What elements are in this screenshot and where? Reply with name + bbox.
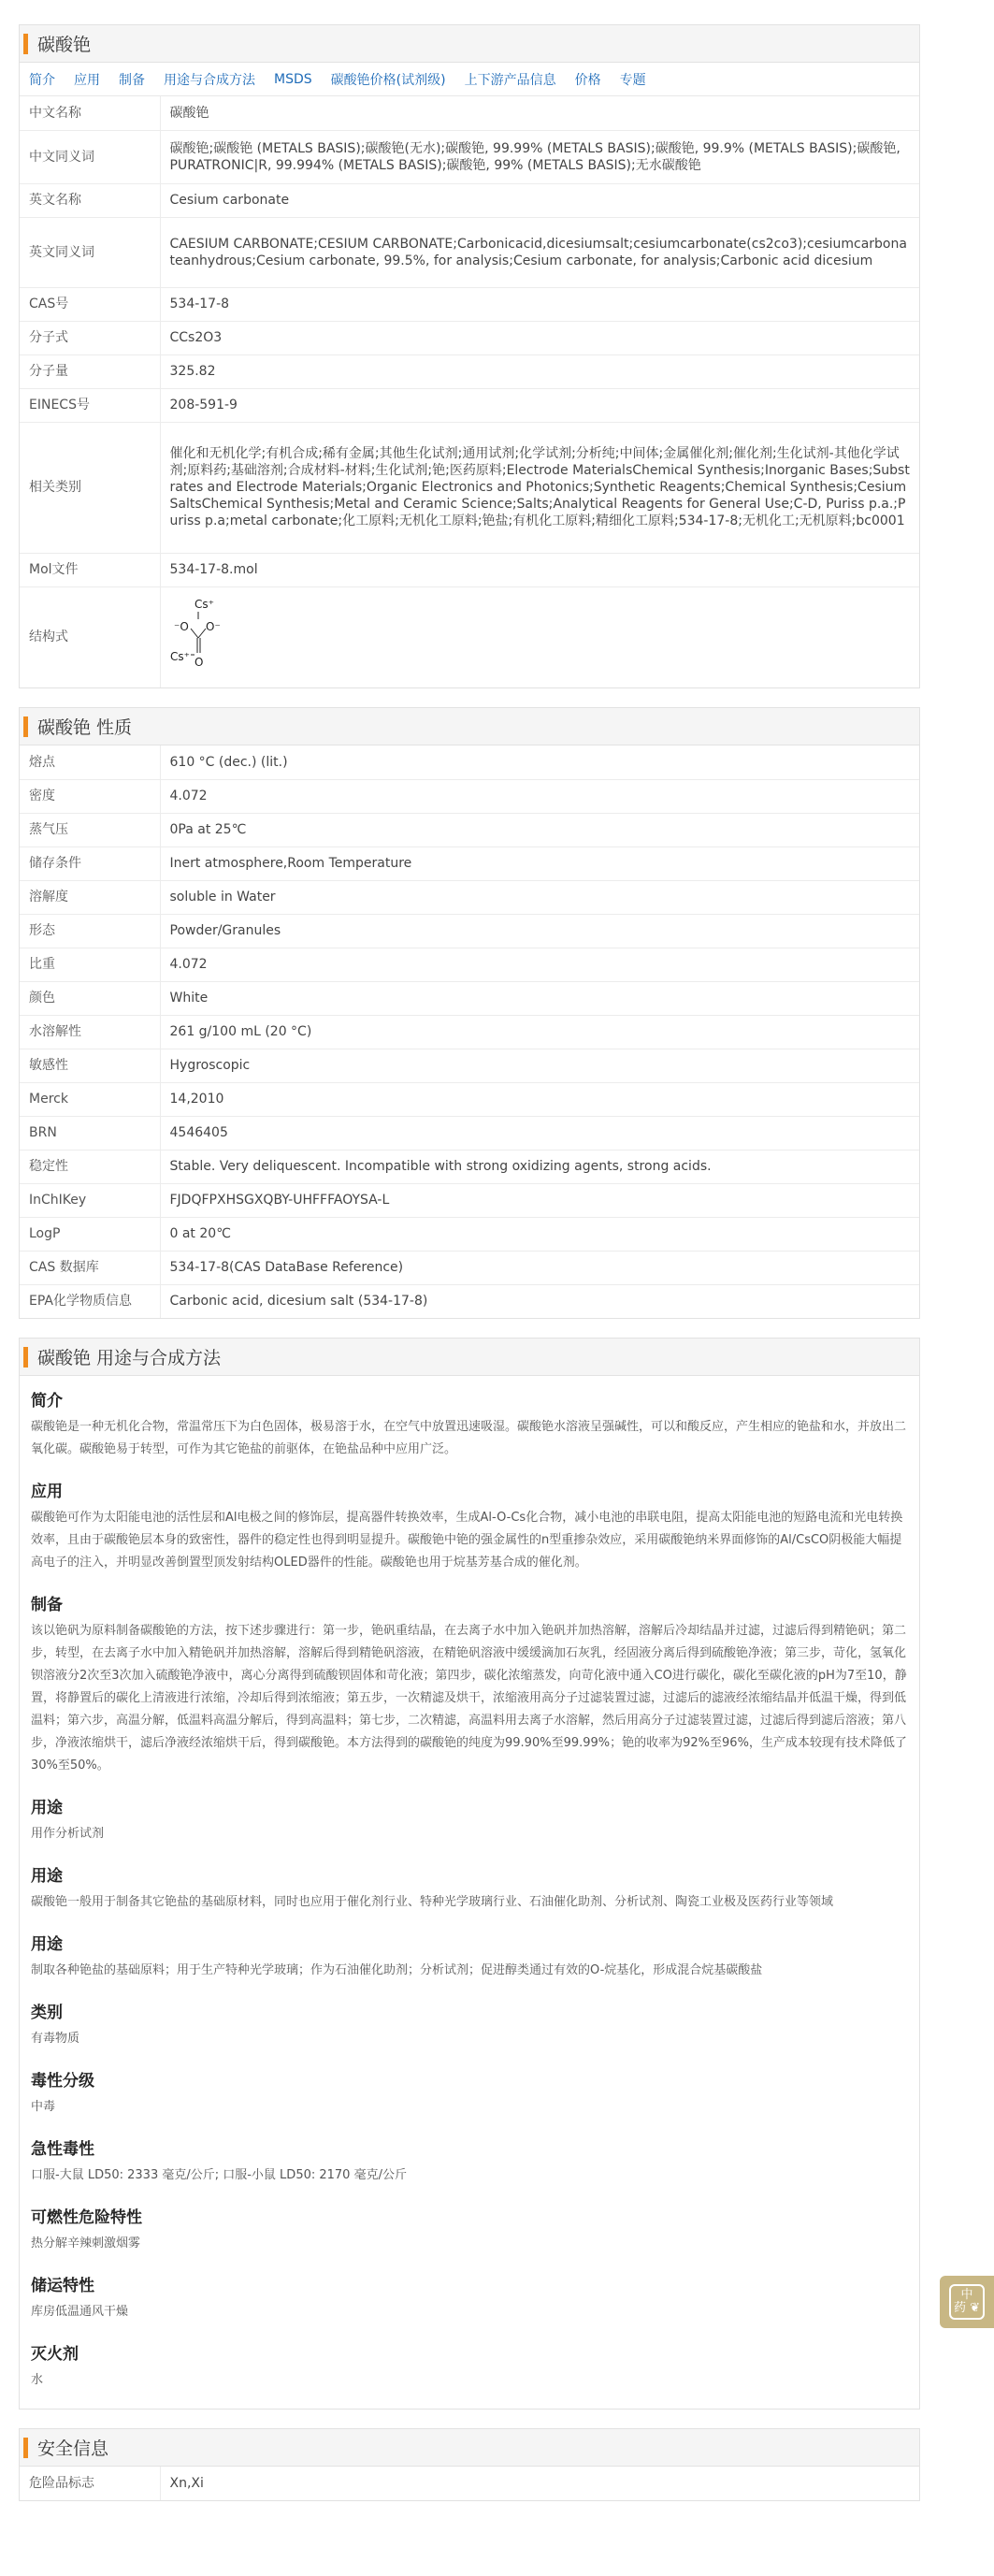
row-key: 英文名称 xyxy=(20,183,160,217)
row-value: 534-17-8 xyxy=(160,287,919,321)
usage-text: 热分解辛辣刺激烟雾 xyxy=(31,2236,141,2250)
nav-application[interactable]: 应用 xyxy=(74,72,100,88)
table-row xyxy=(20,183,919,217)
usage-heading: 用途 xyxy=(31,1799,63,1817)
row-key: CAS号 xyxy=(20,287,160,321)
table-row xyxy=(20,847,919,880)
usage-block xyxy=(31,2135,908,2187)
usage-panel xyxy=(19,1338,920,2410)
row-key: EINECS号 xyxy=(20,388,160,422)
nav-msds[interactable]: MSDS xyxy=(274,71,312,87)
usage-block xyxy=(31,2272,908,2323)
nav-usage-synthesis[interactable]: 用途与合成方法 xyxy=(164,72,255,88)
table-row xyxy=(20,981,919,1015)
usage-heading: 储运特性 xyxy=(31,2277,94,2295)
table-row xyxy=(20,422,919,553)
row-key: 水溶解性 xyxy=(20,1015,160,1049)
nav-price[interactable]: 价格 xyxy=(574,72,601,88)
usage-block xyxy=(31,1478,908,1574)
safety-header xyxy=(20,2429,919,2467)
usage-title: 碳酸铯 用途与合成方法 xyxy=(37,1348,222,1368)
row-key: 储存条件 xyxy=(20,847,160,880)
usage-heading: 用途 xyxy=(31,1935,63,1954)
row-key: 中文名称 xyxy=(20,96,160,130)
section-nav xyxy=(20,63,919,96)
table-row xyxy=(20,745,919,779)
usage-heading: 毒性分级 xyxy=(31,2072,94,2091)
usage-text: 口服-大鼠 LD50: 2333 毫克/公斤; 口服-小鼠 LD50: 2170 毫克/公斤 xyxy=(31,2168,407,2182)
row-key: 颜色 xyxy=(20,981,160,1015)
row-value: Stable. Very deliquescent. Incompatible with strong oxidizing agents, strong acids. xyxy=(160,1150,919,1183)
row-value: Inert atmosphere,Room Temperature xyxy=(160,847,919,880)
basic-info-header xyxy=(20,25,919,63)
row-value: 4.072 xyxy=(160,779,919,813)
table-row xyxy=(20,914,919,948)
row-value: 0 at 20℃ xyxy=(160,1217,919,1251)
table-row xyxy=(20,1015,919,1049)
table-row xyxy=(20,321,919,355)
nav-price-reagent[interactable]: 碳酸铯价格(试剂级) xyxy=(330,72,446,88)
assistant-icon xyxy=(949,2284,985,2320)
row-value: 碳酸铯;碳酸铯 (METALS BASIS);碳酸铯(无水);碳酸铯, 99.99% (METALS BASIS);碳酸铯, 99.9% (METALS BASIS);碳酸铯, PURATRONIC|R, 99.994% (METALS BASIS);碳酸铯, 99% (METALS BASIS);无水碳酸铯 xyxy=(160,130,919,183)
table-row xyxy=(20,1284,919,1318)
usage-text: 碳酸铯一般用于制备其它铯盐的基础原材料，同时也应用于催化剂行业、特种光学玻璃行业、石油催化助剂、分析试剂、陶瓷工业极及医药行业等领域 xyxy=(31,1895,834,1909)
usage-text: 碳酸铯是一种无机化合物，常温常压下为白色固体，极易溶于水，在空气中放置迅速吸湿。碳酸铯水溶液呈强碱性，可以和酸反应，产生相应的铯盐和水，并放出二氧化碳。碳酸铯易于转型，可作为其它铯盐的前驱体，在铯盐品种中应用广泛。 xyxy=(31,1420,907,1456)
table-row xyxy=(20,1150,919,1183)
table-row xyxy=(20,1251,919,1284)
table-row xyxy=(20,586,919,687)
row-value: 4546405 xyxy=(160,1116,919,1150)
safety-panel xyxy=(19,2428,920,2501)
usage-text: 有毒物质 xyxy=(31,2032,80,2046)
safety-table xyxy=(20,2467,919,2500)
row-key: 形态 xyxy=(20,914,160,948)
usage-block xyxy=(31,1387,908,1461)
basic-info-panel xyxy=(19,24,920,688)
row-value-link[interactable]: Carbonic acid, dicesium salt (534-17-8) xyxy=(169,1294,428,1310)
table-row xyxy=(20,388,919,422)
table-row xyxy=(20,779,919,813)
row-value: 4.072 xyxy=(160,948,919,981)
row-value: 261 g/100 mL (20 °C) xyxy=(160,1015,919,1049)
chinese-name-link[interactable]: 碳酸铯 xyxy=(160,96,919,130)
row-key: Mol文件 xyxy=(20,553,160,586)
row-key: 溶解度 xyxy=(20,880,160,914)
usage-text: 该以铯矾为原料制备碳酸铯的方法，按下述步骤进行：第一步，铯矾重结晶，在去离子水中加入铯矾并加热溶解，溶解后冷却结晶并过滤，过滤后得到精铯矾；第二步，转型，在去离子水中加入精铯矾并加热溶解，溶解后得到精铯矾溶液，在精铯矾溶液中缓缓滴加石灰乳，经固液分离后得到硫酸铯净液；第三步，苛化，氢氧化钡溶液分2次至3次加入硫酸铯净液中，离心分离得到硫酸钡固体和苛化液；第四步，碳化浓缩蒸发，向苛化液中通入CO进行碳化，碳化至碳化液的pH为7至10，静置，将静置后的碳化上清液进行浓缩，冷却后得到浓缩液；第五步，一次精滤及烘干，浓缩液用高分子过滤装置过滤，过滤后的滤液经浓缩结晶并低温干燥，得到低温料；第六步，高温分解，低温料高温分解后，得到高温料；第七步，二次精滤，高温料用去离子水溶解，然后用高分子过滤装置过滤，过滤后得到滤后溶液；第八步，净液浓缩烘干，滤后净液经浓缩烘干后，得到碳酸铯。本方法得到的碳酸铯的纯度为99.90%至99.99%；铯的收率为92%至96%，生产成本较现有技术降低了30%至50%。 xyxy=(31,1624,907,1773)
nav-preparation[interactable]: 制备 xyxy=(119,72,145,88)
row-value: Cesium carbonate xyxy=(160,183,919,217)
row-key: 相关类别 xyxy=(20,422,160,553)
usage-text: 库房低温通风干燥 xyxy=(31,2305,129,2319)
row-value: 610 °C (dec.) (lit.) xyxy=(160,745,919,779)
usage-block xyxy=(31,2067,908,2119)
assistant-line1: 中 xyxy=(960,2288,973,2302)
usage-block xyxy=(31,1931,908,1982)
usage-text: 制取各种铯盐的基础原料；用于生产特种光学玻璃；作为石油催化助剂；分析试剂；促进醇类通过有效的O-烷基化，形成混合烷基碳酸盐 xyxy=(31,1963,763,1977)
table-row xyxy=(20,1082,919,1116)
usage-heading: 灭火剂 xyxy=(31,2345,79,2364)
usage-heading: 用途 xyxy=(31,1867,63,1886)
row-key: 分子量 xyxy=(20,355,160,388)
floating-assistant-button[interactable] xyxy=(940,2276,994,2328)
row-value: soluble in Water xyxy=(160,880,919,914)
usage-heading: 简介 xyxy=(31,1392,63,1411)
usage-heading: 应用 xyxy=(31,1483,63,1501)
row-key: 敏感性 xyxy=(20,1049,160,1082)
row-value: 208-591-9 xyxy=(160,388,919,422)
assistant-line2: 药 ❦ xyxy=(953,2301,981,2315)
row-key: BRN xyxy=(20,1116,160,1150)
table-row xyxy=(20,2467,919,2500)
row-key: CAS 数据库 xyxy=(20,1251,160,1284)
row-key: 危险品标志 xyxy=(20,2467,160,2500)
usage-heading: 类别 xyxy=(31,2004,63,2022)
table-row xyxy=(20,1049,919,1082)
table-row xyxy=(20,1183,919,1217)
usage-block xyxy=(31,1794,908,1845)
properties-panel xyxy=(19,707,920,1319)
structure-cell xyxy=(160,586,919,687)
row-key: 密度 xyxy=(20,779,160,813)
table-row xyxy=(20,96,919,130)
safety-title: 安全信息 xyxy=(37,2439,109,2459)
row-key: 中文同义词 xyxy=(20,130,160,183)
usage-header xyxy=(20,1339,919,1376)
category-links[interactable]: 催化和无机化学;有机合成;稀有金属;其他生化试剂;通用试剂;化学试剂;分析纯;中间体;金属催化剂;催化剂;生化试剂-其他化学试剂;原料药;基础溶剂;合成材料-材料;生化试剂;铯;医药原料;Electrode MaterialsChemical Synthesis;Inorganic Bases;Substrates and Electrode Materials;Organic Electronics and Photonics;Synthetic Reagents;Chemical Synthesis;Cesium SaltsChemical Synthesis;Metal and Ceramic Science;Salts;Analytical Reagents for General Use;C-D, Puriss p.a.;Puriss p.a;metal carbonate;化工原料;无机化工原料;铯盐;有机化工原料;精细化工原料;534-17-8;无机化工;无机原料;bc0001 xyxy=(160,422,919,553)
row-key: 英文同义词 xyxy=(20,217,160,287)
row-value: 325.82 xyxy=(160,355,919,388)
usage-text: 用作分析试剂 xyxy=(31,1827,105,1841)
table-row xyxy=(20,880,919,914)
accent-bar xyxy=(23,1347,28,1368)
row-value: White xyxy=(160,981,919,1015)
table-row xyxy=(20,287,919,321)
row-value: CAESIUM CARBONATE;CESIUM CARBONATE;Carbonicacid,dicesiumsalt;cesiumcarbonate(cs2co3);cesiumcarbonateanhydrous;Cesium carbonate, 99.5%, for analysis;Cesium carbonate, for analysis;Carbonic acid dicesium xyxy=(160,217,919,287)
structure-o-right: O⁻ xyxy=(205,619,221,633)
usage-block xyxy=(31,1999,908,2050)
structure-cs-bottom: Cs⁺ xyxy=(169,649,190,663)
row-value-link[interactable]: Xn,Xi xyxy=(169,2476,204,2491)
nav-topic[interactable]: 专题 xyxy=(619,72,646,88)
row-key: InChIKey xyxy=(20,1183,160,1217)
row-key: LogP xyxy=(20,1217,160,1251)
row-value-link[interactable]: 534-17-8(CAS DataBase Reference) xyxy=(160,1251,919,1284)
row-key: 分子式 xyxy=(20,321,160,355)
row-value: FJDQFPXHSGXQBY-UHFFFAOYSA-L xyxy=(160,1183,919,1217)
properties-header xyxy=(20,708,919,745)
usage-text: 水 xyxy=(31,2373,44,2387)
accent-bar xyxy=(23,2438,28,2458)
row-key: 熔点 xyxy=(20,745,160,779)
usage-body xyxy=(20,1376,919,2392)
row-value: 14,2010 xyxy=(160,1082,919,1116)
properties-title: 碳酸铯 性质 xyxy=(37,717,133,738)
table-row xyxy=(20,130,919,183)
table-row xyxy=(20,948,919,981)
structure-o-bottom: O xyxy=(194,655,203,669)
usage-block xyxy=(31,2340,908,2392)
usage-heading: 可燃性危险特性 xyxy=(31,2208,142,2227)
table-row xyxy=(20,217,919,287)
usage-text: 碳酸铯可作为太阳能电池的活性层和Al电极之间的修饰层，提高器件转换效率，生成Al-O-Cs化合物，减小电池的串联电阻，提高太阳能电池的短路电流和光电转换效率，且由于碳酸铯层本身的致密性，器件的稳定性也得到明显提升。碳酸铯中铯的强金属性的n型重掺杂效应，采用碳酸铯纳米界面修饰的Al/CsCO阴极能大幅提高电子的注入，并明显改善倒置型顶发射结构OLED器件的性能。碳酸铯也用于烷基芳基合成的催化剂。 xyxy=(31,1511,903,1570)
usage-text: 中毒 xyxy=(31,2100,56,2114)
table-row xyxy=(20,553,919,586)
row-value: CCs2O3 xyxy=(160,321,919,355)
table-row xyxy=(20,355,919,388)
usage-heading: 制备 xyxy=(31,1596,63,1614)
accent-bar xyxy=(23,34,28,54)
structure-o-left: ⁻O xyxy=(173,619,189,633)
row-value: Hygroscopic xyxy=(160,1049,919,1082)
usage-heading: 急性毒性 xyxy=(31,2140,94,2159)
row-key: 结构式 xyxy=(20,586,160,687)
nav-intro[interactable]: 简介 xyxy=(29,72,55,88)
table-row xyxy=(20,813,919,847)
table-row xyxy=(20,1217,919,1251)
structure-diagram xyxy=(170,593,245,677)
basic-info-table xyxy=(20,96,919,687)
basic-info-title: 碳酸铯 xyxy=(37,35,92,55)
row-key: 比重 xyxy=(20,948,160,981)
row-value: Powder/Granules xyxy=(160,914,919,948)
mol-file-link[interactable]: 534-17-8.mol xyxy=(160,553,919,586)
row-key: EPA化学物质信息 xyxy=(20,1284,160,1318)
row-key: Merck xyxy=(20,1082,160,1116)
usage-block xyxy=(31,1591,908,1777)
structure-cs-top: Cs⁺ xyxy=(194,597,214,611)
row-key: 稳定性 xyxy=(20,1150,160,1183)
properties-table xyxy=(20,745,919,1318)
row-value: 0Pa at 25℃ xyxy=(160,813,919,847)
table-row xyxy=(20,1116,919,1150)
row-key: 蒸气压 xyxy=(20,813,160,847)
accent-bar xyxy=(23,716,28,737)
nav-up-downstream[interactable]: 上下游产品信息 xyxy=(464,72,556,88)
usage-block xyxy=(31,2204,908,2255)
usage-block xyxy=(31,1862,908,1914)
